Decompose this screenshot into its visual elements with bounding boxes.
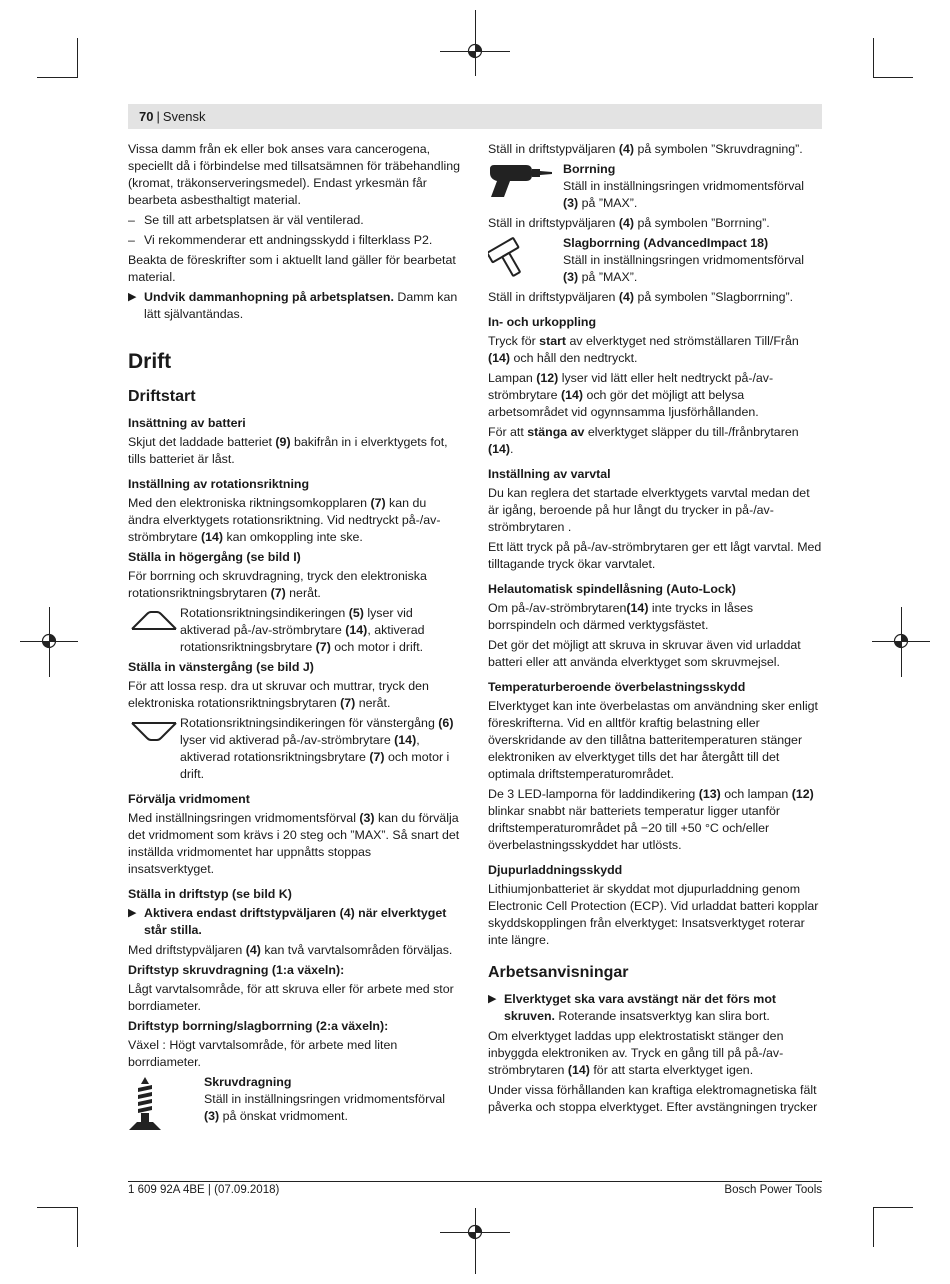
subsection-heading: Arbetsanvisningar bbox=[488, 964, 629, 981]
right-rotation-paragraph: För borrning och skruvdragning, tryck den elektroniska rotationsriktningsbrytaren (7) neråt. bbox=[128, 569, 427, 600]
switch-off-paragraph: För att stänga av elverktyget släpper du till-/frånbrytaren (14). bbox=[488, 425, 799, 456]
drilling-text: Borrning Ställ in inställningsringen vridmomentsförval (3) på ”MAX”. bbox=[563, 161, 822, 212]
crop-mark bbox=[77, 1207, 78, 1247]
rotation-paragraph: Med den elektroniska riktningsomkopplaren (7) kan du ändra elverktygets rotationsriktning. Vid nedtryckt på-/av-strömbrytare (14) kan omkoppling inte ske. bbox=[128, 496, 441, 544]
subheading-autolock: Helautomatisk spindellåsning (Auto-Lock) bbox=[488, 582, 736, 596]
subheading-battery: Insättning av batteri bbox=[128, 416, 246, 430]
subheading-left-rotation: Ställa in vänstergång (se bild J) bbox=[128, 660, 314, 674]
dash-item: – Se till att arbetsplatsen är väl ventilerad. bbox=[128, 213, 364, 227]
temperature-paragraph: Elverktyget kan inte överbelastas om användning sker enligt föreskrifterna. Vid en alltför kraftig belastning eller överskridande av den tillåtna batteritemperaturen stänger elektroniken av elverktyget tills det har återgått till det optimala driftstemperaturområdet. bbox=[488, 699, 818, 781]
subheading-torque: Förvälja vridmoment bbox=[128, 792, 250, 806]
crop-mark bbox=[873, 1207, 874, 1247]
lamp-paragraph: Lampan (12) lyser vid lätt eller helt nedtryckt på-/av-strömbrytare (14) och gör det möjligt att belysa arbetsområdet vid ogynnsamma ljusförhållanden. bbox=[488, 371, 774, 419]
page-header-text: 70 | Svensk bbox=[139, 109, 206, 124]
arrow-bullet-icon: ▶ bbox=[128, 907, 137, 919]
speed-paragraph-2: Ett lätt tryck på på-/av-strömbrytaren ger ett lågt varvtal. Med tilltagande tryck ökar varvtalet. bbox=[488, 540, 822, 571]
drilling-title: Borrning bbox=[563, 162, 616, 176]
warning-item: ▶ Elverktyget ska vara avstängt när det förs mot skruven. Roterande insatsverktyg kan slira bort. bbox=[488, 992, 777, 1023]
temperature-paragraph-2: De 3 LED-lamporna för laddindikering (13) och lampan (12) blinkar snabbt när batteriets temperatur ligger utanför driftstemperaturområdet på −20 till +50 °C och/eller överbelastningsskyddet har utlösts. bbox=[488, 787, 814, 852]
hammer-icon bbox=[488, 235, 563, 279]
subheading-deep-discharge: Djupurladdningsskydd bbox=[488, 863, 623, 877]
dash-item: – Vi rekommenderar ett andningsskydd i filterklass P2. bbox=[128, 233, 433, 247]
hammer-selector-paragraph: Ställ in driftstypväljaren (4) på symbolen ”Slagborrning”. bbox=[488, 290, 794, 304]
subsection-heading: Driftstart bbox=[128, 388, 196, 405]
subheading-temperature: Temperaturberoende överbelastningsskydd bbox=[488, 680, 746, 694]
left-rotation-indicator bbox=[128, 715, 460, 783]
drill-icon bbox=[488, 161, 563, 201]
page-number: 70 bbox=[139, 109, 154, 124]
torque-paragraph: Med inställningsringen vridmomentsförval (3) kan du förvälja det vridmoment som krävs i 20 steg och ”MAX”. Så snart det inställda vridmomentet har uppnåtts stoppas insatsverktyget. bbox=[128, 811, 460, 876]
subheading-right-rotation: Ställa in högergång (se bild I) bbox=[128, 550, 301, 564]
left-rotation-paragraph: För att lossa resp. dra ut skruvar och muttrar, tryck den elektroniska rotationsriktningsbrytaren (7) neråt. bbox=[128, 679, 429, 710]
regulations-paragraph: Beakta de föreskrifter som i aktuellt land gäller för bearbetat material. bbox=[128, 253, 456, 284]
right-rotation-indicator-text: Rotationsriktningsindikeringen (5) lyser vid aktiverad på-/av-strömbrytare (14), aktiverad rotationsriktningsbrytare (7) och motor i drift. bbox=[180, 606, 425, 654]
page-header bbox=[128, 104, 822, 129]
gear2-paragraph: Växel : Högt varvtalsområde, för arbete med liten borrdiameter. bbox=[128, 1038, 398, 1069]
subheading-onoff: In- och urkoppling bbox=[488, 315, 597, 329]
crop-mark bbox=[37, 77, 77, 78]
impact-drilling-text: Slagborrning (AdvancedImpact 18) Ställ in inställningsringen vridmomentsförval (3) på ”MAX”. bbox=[563, 235, 822, 286]
warning-item: ▶ Undvik dammanhopning på arbetsplatsen. Damm kan lätt självantändas. bbox=[128, 290, 458, 321]
gear1-paragraph: Lågt varvtalsområde, för att skruva eller för arbete med stor borrdiameter. bbox=[128, 982, 454, 1013]
right-rotation-indicator bbox=[128, 605, 460, 656]
drilling-mode bbox=[488, 161, 822, 212]
screw-selector-paragraph: Ställ in driftstypväljaren (4) på symbolen ”Skruvdragning”. bbox=[488, 142, 803, 156]
subheading-rotation: Inställning av rotationsriktning bbox=[128, 477, 310, 491]
left-column bbox=[128, 141, 460, 1137]
switch-on-paragraph: Tryck för start av elverktyget ned strömställaren Till/Från (14) och håll den nedtryckt. bbox=[488, 334, 799, 365]
screwdriving-text: Skruvdragning Ställ in inställningsringen vridmomentsförval (3) på önskat vridmoment. bbox=[204, 1074, 460, 1125]
subheading-mode: Ställa in driftstyp (se bild K) bbox=[128, 887, 292, 901]
crop-mark bbox=[77, 38, 78, 78]
drill-selector-paragraph: Ställ in driftstypväljaren (4) på symbolen ”Borrning”. bbox=[488, 216, 770, 230]
registration-line bbox=[475, 1208, 476, 1274]
autolock-paragraph-2: Det gör det möjligt att skruva in skruvar även vid urladdat batteri eller att använda elverktyget som skruvmejsel. bbox=[488, 638, 801, 669]
arrow-bullet-icon: ▶ bbox=[128, 291, 137, 303]
subheading-speed: Inställning av varvtal bbox=[488, 467, 611, 481]
screw-icon bbox=[128, 1074, 204, 1134]
electromagnetic-paragraph: Under vissa förhållanden kan kraftiga elektromagnetiska fält påverka och stoppa elverktyget. Efter avstängningen trycker bbox=[488, 1083, 818, 1114]
battery-paragraph: Skjut det laddade batteriet (9) bakifrån in i elverktygets fot, tills batteriet är låst. bbox=[128, 435, 448, 466]
impact-drilling-mode bbox=[488, 235, 822, 286]
rotation-right-indicator-icon bbox=[128, 605, 180, 639]
autolock-paragraph: Om på-/av-strömbrytaren(14) inte trycks in låses borrspindeln och därmed verktygsfästet. bbox=[488, 601, 754, 632]
speed-paragraph: Du kan reglera det startade elverktygets varvtal medan det är igång, beroende på hur långt du trycker in på-/av-strömbrytaren . bbox=[488, 486, 810, 534]
header-language: Svensk bbox=[162, 109, 206, 124]
impact-drilling-title: Slagborrning (AdvancedImpact 18) bbox=[563, 236, 769, 250]
subheading-gear2: Driftstyp borrning/slagborrning (2:a växeln): bbox=[128, 1019, 389, 1033]
crop-mark bbox=[37, 1207, 77, 1208]
crop-mark bbox=[873, 1207, 913, 1208]
subheading-gear1: Driftstyp skruvdragning (1:a växeln): bbox=[128, 963, 345, 977]
rotation-left-indicator-icon bbox=[128, 715, 180, 749]
footer-doc-number: 1 609 92A 4BE | (07.09.2018) bbox=[128, 1184, 280, 1196]
footer-rule bbox=[128, 1181, 822, 1182]
screwdriving-title: Skruvdragning bbox=[204, 1075, 292, 1089]
warning-item: ▶ Aktivera endast driftstypväljaren (4) när elverktyget står stilla. bbox=[128, 906, 447, 937]
footer-brand: Bosch Power Tools bbox=[724, 1184, 822, 1196]
right-column bbox=[488, 141, 822, 1119]
section-heading: Drift bbox=[128, 350, 172, 373]
crop-mark bbox=[873, 38, 874, 78]
registration-mark-icon bbox=[41, 633, 57, 649]
registration-mark-icon bbox=[893, 633, 909, 649]
arrow-bullet-icon: ▶ bbox=[488, 993, 497, 1005]
left-rotation-indicator-text: Rotationsriktningsindikeringen för vänstergång (6) lyser vid aktiverad på-/av-strömbrytare (14), aktiverad rotationsriktningsbrytare (7) och motor i drift. bbox=[180, 716, 454, 781]
intro-paragraph: Vissa damm från ek eller bok anses vara cancerogena, speciellt då i förbindelse med tillsatsämnen för träbehandling (kromat, träkonserveringsmedel). Endast yrkesmän får bearbeta asbesthaltigt material. bbox=[128, 142, 460, 207]
mode-paragraph: Med driftstypväljaren (4) kan två varvtalsområden förväljas. bbox=[128, 943, 453, 957]
electrostatic-paragraph: Om elverktyget laddas upp elektrostatiskt stänger den inbyggda elektroniken av. Tryck en gång till på på-/av-strömbrytaren (14) för att starta elverktyget igen. bbox=[488, 1029, 784, 1077]
registration-mark-icon bbox=[467, 1224, 483, 1240]
deep-discharge-paragraph: Lithiumjonbatteriet är skyddat mot djupurladdning genom Electronic Cell Protection (ECP). Vid urladdat batteri kopplar skyddskopplingen från elverktyget: Insatsverktyget roterar inte längre. bbox=[488, 882, 819, 947]
crop-mark bbox=[873, 77, 913, 78]
registration-mark-icon bbox=[467, 43, 483, 59]
screwdriving-mode bbox=[128, 1074, 460, 1134]
